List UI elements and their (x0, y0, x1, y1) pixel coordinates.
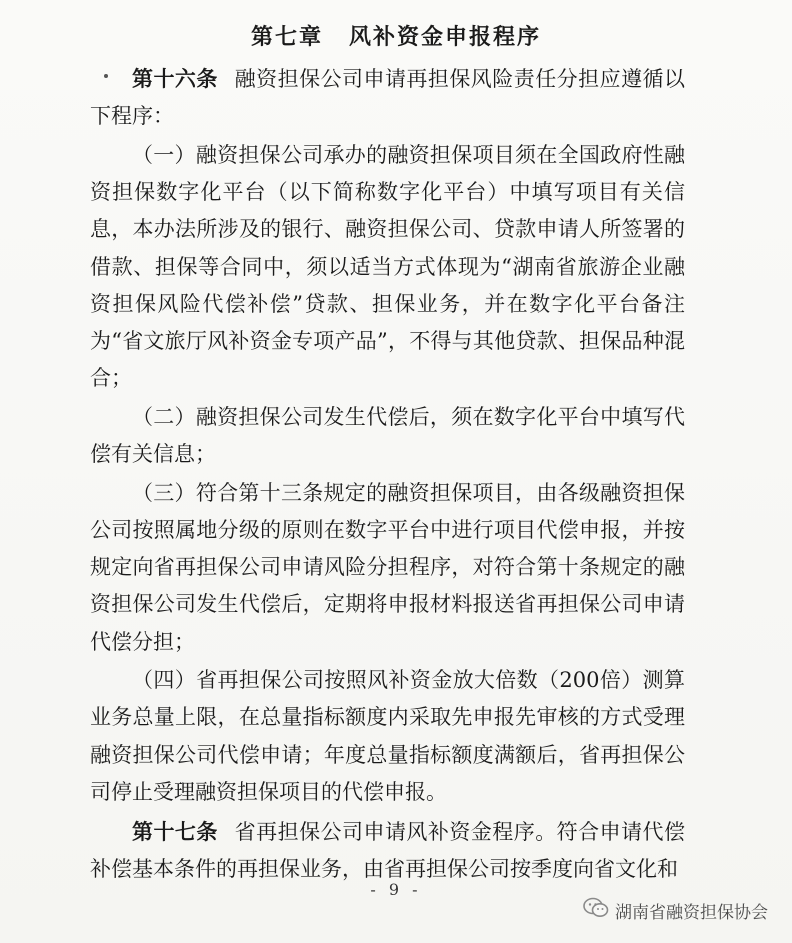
wechat-icon (583, 897, 609, 924)
paragraph-item-4 (90, 662, 685, 811)
paragraph-article-17 (90, 813, 685, 888)
paragraph-article-16 (90, 60, 685, 135)
watermark (583, 897, 768, 924)
article-number: 第十六条 (132, 66, 218, 91)
chapter-name: 风补资金申报程序 (349, 24, 542, 50)
paragraph-text: 省再担保公司申请风补资金程序。符合申请代偿补偿基本条件的再担保业务，由省再担保公司按季度向省文化和 (90, 819, 686, 881)
paragraph-text: 融资担保公司申请再担保风险责任分担应遵循以下程序： (90, 67, 686, 129)
document-body (90, 60, 685, 888)
page-number: - 9 - (370, 880, 422, 899)
paragraph-item-1 (90, 137, 685, 397)
paragraph-text: （二）融资担保公司发生代偿后，须在数字化平台中填写代偿有关信息； (90, 404, 685, 467)
chapter-title (0, 20, 792, 51)
paragraph-item-2 (90, 399, 685, 473)
watermark-text: 湖南省融资担保协会 (615, 903, 768, 923)
chapter-number: 第七章 (250, 24, 323, 50)
article-number: 第十七条 (132, 818, 218, 844)
paragraph-item-3 (90, 475, 685, 661)
paragraph-text: （一）融资担保公司承办的融资担保项目须在全国政府性融资担保数字化平台（以下简称数字化平台）中填写项目有关信息，本办法所涉及的银行、融资担保公司、贷款申请人所签署的借款、担保等合同中，须以适当方式体现为“湖南省旅游企业融资担保风险代偿补偿”贷款、担保业务，并在数字化平台备注为“省文旅厅风补资金专项产品”，不得与其他贷款、担保品种混合； (90, 142, 685, 391)
paragraph-text: （三）符合第十三条规定的融资担保项目，由各级融资担保公司按照属地分级的原则在数字平台中进行项目代偿申报，并按规定向省再担保公司申请风险分担程序，对符合第十条规定的融资担保公司发生代偿后，定期将申报材料报送省再担保公司申请代偿分担； (90, 480, 685, 654)
paragraph-text: （四）省再担保公司按照风补资金放大倍数（200倍）测算业务总量上限，在总量指标额度内采取先申报先审核的方式受理融资担保公司代偿申请；年度总量指标额度满额后，省再担保公司停止受理融资担保项目的代偿申报。 (90, 668, 685, 804)
